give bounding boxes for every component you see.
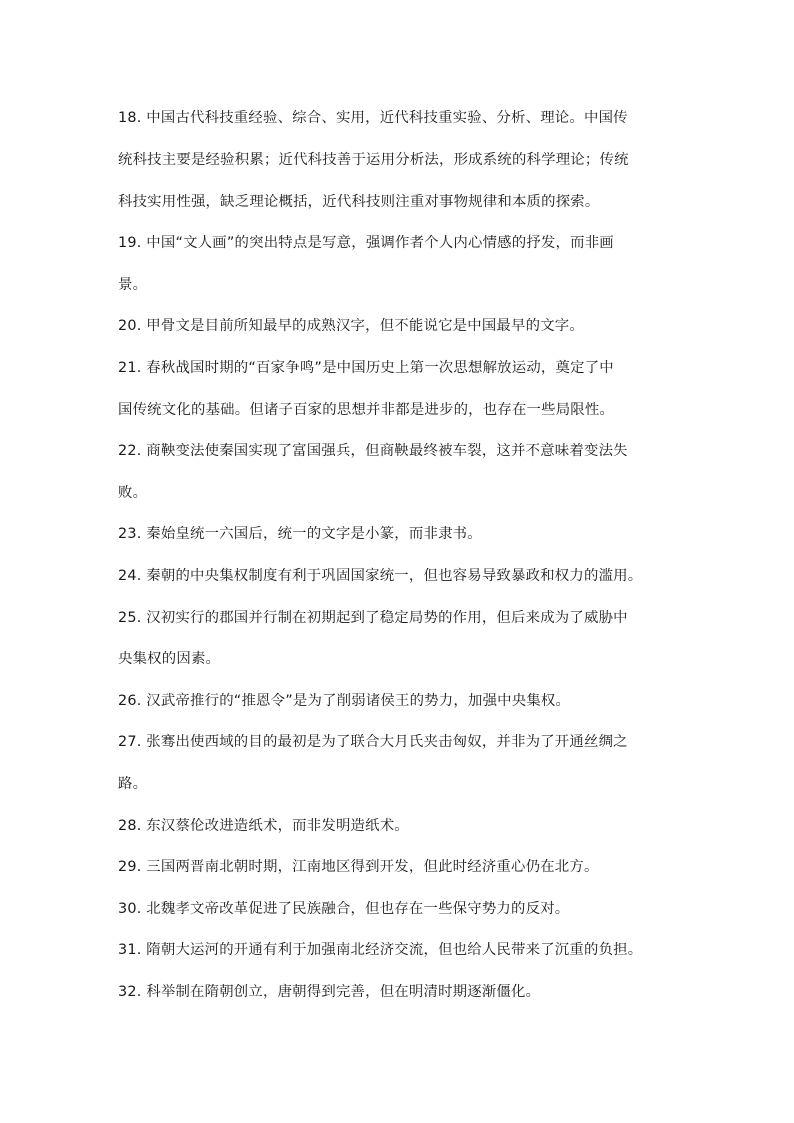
text-line: 29. 三国两晋南北朝时期，江南地区得到开发，但此时经济重心仍在北方。 [118,859,599,875]
text-line: 28. 东汉蔡伦改进造纸术，而非发明造纸术。 [118,818,409,834]
text-line: 24. 秦朝的中央集权制度有利于巩固国家统一，但也容易导致暴政和权力的滥用。 [118,568,643,584]
text-line: 景。 [118,277,148,293]
text-line: 25. 汉初实行的郡国并行制在初期起到了稳定局势的作用，但后来成为了威胁中 [118,610,628,626]
text-line: 21. 春秋战国时期的“百家争鸣”是中国历史上第一次思想解放运动，奠定了中 [118,360,614,376]
text-line: 统科技主要是经验积累；近代科技善于运用分析法，形成系统的科学理论；传统 [118,152,629,168]
text-line: 科技实用性强，缺乏理论概括，近代科技则注重对事物规律和本质的探索。 [118,194,600,210]
text-line: 18. 中国古代科技重经验、综合、实用，近代科技重实验、分析、理论。中国传 [118,110,628,126]
text-line: 20. 甲骨文是目前所知最早的成熟汉字，但不能说它是中国最早的文字。 [118,318,584,334]
text-line: 路。 [118,776,148,792]
text-line: 19. 中国“文人画”的突出特点是写意，强调作者个人内心情感的抒发，而非画 [118,235,614,251]
text-line: 32. 科举制在隋朝创立，唐朝得到完善，但在明清时期逐渐僵化。 [118,984,541,1000]
text-line: 国传统文化的基础。但诸子百家的思想并非都是进步的，也存在一些局限性。 [118,402,615,418]
text-line: 30. 北魏孝文帝改革促进了民族融合，但也存在一些保守势力的反对。 [118,901,570,917]
text-line: 31. 隋朝大运河的开通有利于加强南北经济交流，但也给人民带来了沉重的负担。 [118,942,643,958]
text-line: 23. 秦始皇统一六国后，统一的文字是小篆，而非隶书。 [118,526,482,542]
text-line: 央集权的因素。 [118,651,221,667]
text-line: 27. 张骞出使西域的目的最初是为了联合大月氏夹击匈奴，并非为了开通丝绸之 [118,734,628,750]
text-line: 22. 商鞅变法使秦国实现了富国强兵，但商鞅最终被车裂，这并不意味着变法失 [118,443,628,459]
text-line: 26. 汉武帝推行的“推恩令”是为了削弱诸侯王的势力，加强中央集权。 [118,693,571,709]
text-line: 败。 [118,485,148,501]
